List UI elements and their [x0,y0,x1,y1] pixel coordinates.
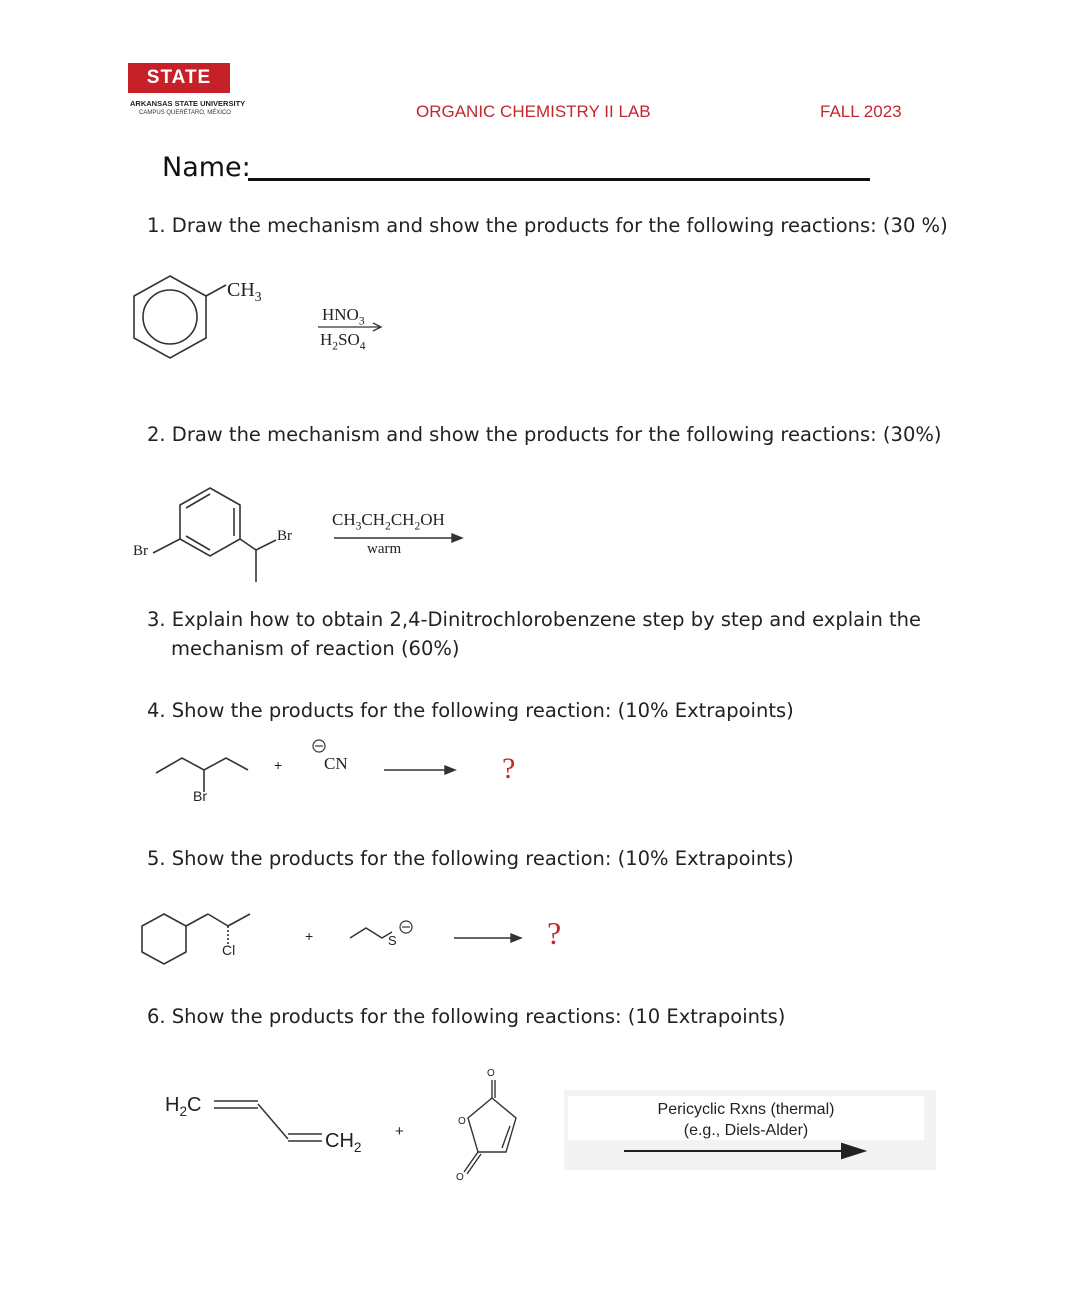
r5-leaving-group: Cl [222,942,236,958]
pericyclic-label-line-1: Pericyclic Rxns (thermal) [657,1101,835,1118]
campus-name: CAMPUS QUERÉTARO, MÉXICO [139,110,231,116]
r4-leaving-group: Br [193,788,207,804]
course-title: ORGANIC CHEMISTRY II LAB [416,102,651,121]
r6-oxygen-top: O [487,1068,495,1079]
diene-structure [214,1101,322,1141]
r2-right-br: Br [277,528,292,544]
dibromo-arene-structure [153,488,276,582]
university-name: ARKANSAS STATE UNIVERSITY [130,99,246,108]
r2-reagent-bottom: warm [367,541,402,557]
question-2: 2. Draw the mechanism and show the products for the following reactions: (30%) [147,423,942,446]
alkyl-bromide-structure [156,758,248,792]
r1-substituent: $CH_3$ [227,279,262,304]
reaction-4-arrow [384,766,455,774]
r6-plus: + [395,1123,404,1140]
r2-left-br: Br [133,543,148,559]
reaction-5-arrow [454,934,521,942]
question-3-line-2: mechanism of reaction (60%) [171,637,460,660]
toluene-structure [134,276,226,358]
r4-unknown-product: ? [502,752,516,785]
r1-reagent-bottom: $H_2SO_4$ [320,330,366,353]
r6-right-group: $CH_2$ [325,1130,362,1155]
r5-unknown-product: ? [547,915,562,951]
r6-oxygen-bottom: O [456,1172,464,1183]
question-6: 6. Show the products for the following reactions: (10 Extrapoints) [147,1005,786,1028]
r6-oxygen-ring: O [458,1116,466,1127]
r6-left-group: $H_2C$ [165,1094,202,1119]
r2-reagent-top: $CH_3CH_2CH_2OH$ [332,510,445,533]
r4-plus: + [274,757,283,773]
question-4: 4. Show the products for the following reaction: (10% Extrapoints) [147,699,794,722]
r1-reagent-top: $HNO_3$ [322,305,365,328]
logo-text: STATE [146,67,212,88]
question-5: 5. Show the products for the following reaction: (10% Extrapoints) [147,847,794,870]
r5-plus: + [305,928,314,944]
term-label: FALL 2023 [820,102,902,121]
pericyclic-label [568,1099,924,1141]
question-3-line-1: 3. Explain how to obtain 2,4-Dinitrochlorobenzene step by step and explain the [147,608,922,631]
pericyclic-label-line-2: (e.g., Diels-Alder) [683,1122,809,1139]
r5-sulfur: S [388,933,397,948]
thiolate-structure [350,928,392,938]
maleic-anhydride-structure [464,1080,516,1174]
name-label: Name: [162,152,251,183]
r4-nucleophile: CN [324,754,348,773]
question-1: 1. Draw the mechanism and show the products for the following reactions: (30 %) [147,214,948,237]
